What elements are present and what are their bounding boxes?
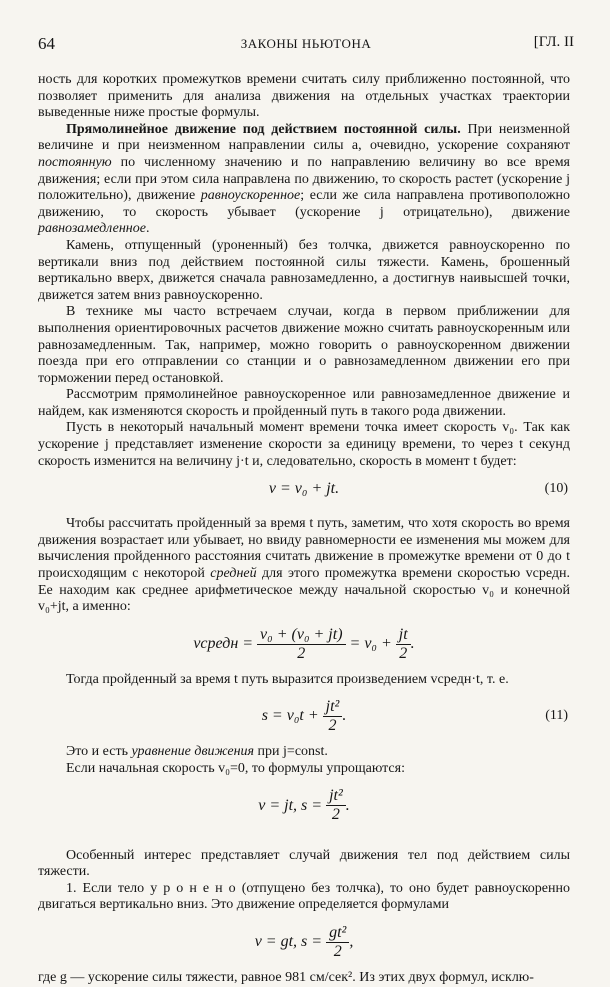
paragraph-consider: Рассмотрим прямолинейное равноускоренное или равнозамедленное движение и найдем, как изменяются скорость и пройденный путь в такого рода движении.: [38, 387, 570, 419]
chapter-label: [ГЛ. II: [533, 34, 574, 50]
equation-gravity: v = gt, s = $\frac{\text{gt²}}{2}$ ,: [254, 923, 354, 960]
equation-10: v = v₀ + jt. (10): [38, 474, 570, 504]
paragraph-technique: В технике мы часто встречаем случаи, когда в первом приближении для выполнения ориентировочных расчетов движение можно считать равноускоренным или равнозамедленным. Так, например, можно говорить о равноускоренном движении поезда при его отправлении со станции и о равнозамедленном движении его при торможении перед остановкой.: [38, 304, 570, 386]
paragraph-g-value: где g — ускорение силы тяжести, равное 981 см/сек². Из этих двух формул, исклю-: [38, 969, 534, 985]
paragraph-path: Тогда пройденный за время t путь выразится произведением vсредн·t, т. е.: [66, 671, 509, 687]
running-title: ЗАКОНЫ НЬЮТОНА: [240, 36, 372, 51]
paragraph-continued: ность для коротких промежутков времени считать силу приближенно постоянной, что позволяет применить для анализа движения на отдельных участках траектории выведенные ниже простые формулы.: [38, 72, 570, 121]
paragraph-stone: Камень, отпущенный (уроненный) без толчка, движется равноускоренно по вертикали вниз под действием постоянной силы тяжести. Камень, брошенный вертикально вверх, движется сначала равнозамедленно, а достигнув наивысшей точки, движется затем вниз равноускоренно.: [38, 237, 570, 303]
paragraph-initial-speed: Пусть в некоторый начальный момент времени точка имеет скорость v₀. Так как ускорение j представляет изменение скорости за единицу времени, то через t секунд скорость изменится на величину j·t и, следовательно, скорость в момент t будет:: [38, 420, 570, 469]
equation-number: (11): [545, 708, 568, 724]
paragraph-uniform-force: Прямолинейное движение под действием постоянной силы. При неизменной величине и при неизменном направлении силы a, очевидно, ускорение сохраняют постоянную по численному значению и по направлению величину во все время движения; если при этом сила направлена по движению, то скорость растет (ускорение j положительно), движение равноускоренное; если же сила направлена противоположно движению, то скорость убывает (ускорение j отрицательно), движение равнозамедленное.: [38, 121, 571, 237]
paragraph-gravity: Особенный интерес представляет случай движения тел под действием силы тяжести.: [38, 847, 570, 880]
page-body: [38, 72, 570, 987]
equation-simplified: v = jt, s = $\frac{\text{jt²}}{2}$ .: [258, 787, 350, 824]
equation-number: (10): [544, 481, 568, 497]
section-heading: Прямолинейное движение под действием постоянной силы.: [66, 121, 461, 137]
paragraph-dropped-body: 1. Если тело у р о н е н о (отпущено без толчка), то оно будет равноускоренно двигаться вертикально вниз. Это движение определяется формулами: [38, 880, 570, 913]
paragraph-distance: Чтобы рассчитать пройденный за время t путь, заметим, что хотя скорость во время движения возрастает или убывает, но ввиду равномерности ее изменения мы можем для вычисления пройденного расстояния считать движение в промежутке времени от 0 до t происходящим с некоторой средней для этого промежутка времени скоростью vсредн. Ее находим как среднее арифметическое между начальной скоростью v₀ и конечной v₀+jt, а именно:: [38, 516, 570, 615]
equation-mean-speed: vсредн = $\frac{\text{v₀ + (v₀ + jt)}}{2}$ = v₀ + $\frac{jt}{2}$ .: [193, 625, 415, 662]
paragraph-zero-speed: Если начальная скорость v₀=0, то формулы упрощаются:: [66, 761, 405, 776]
paragraph-equation-of-motion: Это и есть уравнение движения при j=const.: [66, 744, 328, 760]
running-header: [38, 34, 574, 56]
page-number: 64: [38, 34, 55, 53]
equation-11: s = v₀t + $\frac{\text{jt²}}{2}$ . (11): [38, 692, 570, 740]
